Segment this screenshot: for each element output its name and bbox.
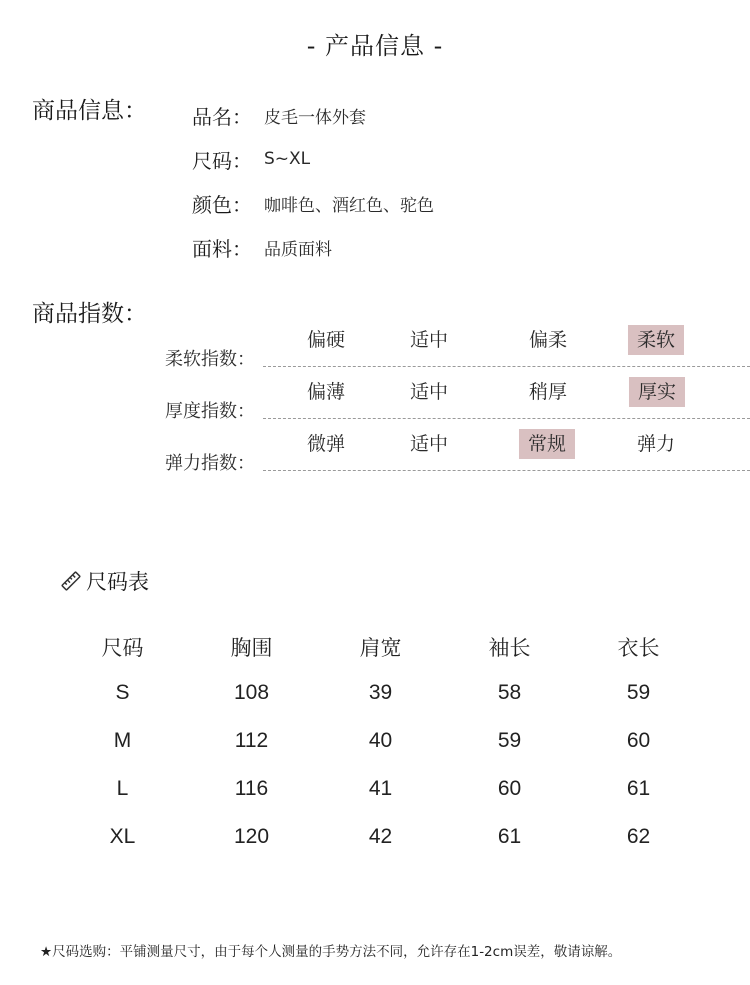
index-label: 弹力指数： xyxy=(165,453,255,474)
index-option: 厚实 xyxy=(629,377,685,407)
info-key: 面料： xyxy=(192,236,252,261)
index-row-elasticity xyxy=(165,429,750,475)
table-cell: 120 xyxy=(233,825,270,848)
index-label: 厚度指数： xyxy=(165,401,255,422)
info-row-size xyxy=(192,146,310,172)
info-value: 皮毛一体外套 xyxy=(264,107,366,128)
product-index-heading: 商品指数： xyxy=(32,301,147,327)
table-cell: S xyxy=(115,681,130,704)
table-cell: 61 xyxy=(497,825,522,848)
table-cell: 61 xyxy=(626,777,651,800)
table-header-row xyxy=(58,625,703,669)
index-option: 偏薄 xyxy=(306,381,346,403)
info-value: 咖啡色、酒红色、驼色 xyxy=(264,195,434,216)
product-info-heading: 商品信息： xyxy=(32,98,147,124)
column-header: 尺码 xyxy=(101,636,144,660)
table-cell: M xyxy=(113,729,132,752)
index-option: 偏柔 xyxy=(528,329,568,351)
table-cell: 112 xyxy=(234,729,269,752)
table-cell: 59 xyxy=(626,681,651,704)
index-option: 柔软 xyxy=(628,325,684,355)
table-cell: XL xyxy=(109,825,136,848)
column-header: 衣长 xyxy=(617,636,660,660)
index-option: 适中 xyxy=(409,433,449,455)
info-value: 品质面料 xyxy=(264,239,332,260)
info-key: 尺码： xyxy=(192,148,252,173)
column-header: 袖长 xyxy=(488,636,531,660)
index-row-thickness xyxy=(165,377,750,423)
index-option: 适中 xyxy=(409,381,449,403)
table-cell: 108 xyxy=(233,681,270,704)
table-row xyxy=(58,765,703,813)
table-cell: 59 xyxy=(497,729,522,752)
table-row xyxy=(58,717,703,765)
size-chart-heading xyxy=(60,566,149,596)
index-option: 偏硬 xyxy=(306,329,346,351)
table-cell: 62 xyxy=(626,825,651,848)
dashed-divider xyxy=(263,418,750,419)
table-row xyxy=(58,813,703,861)
table-cell: 40 xyxy=(368,729,393,752)
info-key: 品名： xyxy=(192,104,252,129)
dashed-divider xyxy=(263,470,750,471)
index-option: 弹力 xyxy=(636,433,676,455)
info-value: S~XL xyxy=(264,149,311,169)
table-cell: 116 xyxy=(234,777,269,800)
index-option: 微弹 xyxy=(306,433,346,455)
dashed-divider xyxy=(263,366,750,367)
size-table xyxy=(58,625,703,861)
table-cell: 60 xyxy=(497,777,522,800)
table-cell: 58 xyxy=(497,681,522,704)
column-header: 胸围 xyxy=(230,636,273,660)
index-option: 常规 xyxy=(519,429,575,459)
table-row xyxy=(58,669,703,717)
info-row-fabric xyxy=(192,234,332,260)
index-option: 稍厚 xyxy=(528,381,568,403)
index-option: 适中 xyxy=(409,329,449,351)
info-row-name xyxy=(192,102,366,128)
index-row-softness xyxy=(165,325,750,371)
table-cell: 60 xyxy=(626,729,651,752)
size-footnote: ★尺码选购：平铺测量尺寸，由于每个人测量的手势方法不同，允许存在1-2cm误差，敬请谅解。 xyxy=(40,944,622,960)
table-cell: L xyxy=(116,777,129,800)
size-chart-title: 尺码表 xyxy=(86,570,149,594)
table-cell: 39 xyxy=(368,681,393,704)
info-key: 颜色： xyxy=(192,192,252,217)
column-header: 肩宽 xyxy=(359,636,402,660)
table-cell: 42 xyxy=(368,825,393,848)
ruler-icon xyxy=(60,570,82,592)
info-row-color xyxy=(192,190,434,216)
table-cell: 41 xyxy=(368,777,393,800)
index-label: 柔软指数： xyxy=(165,349,255,370)
page-title: - 产品信息 - xyxy=(306,32,444,60)
